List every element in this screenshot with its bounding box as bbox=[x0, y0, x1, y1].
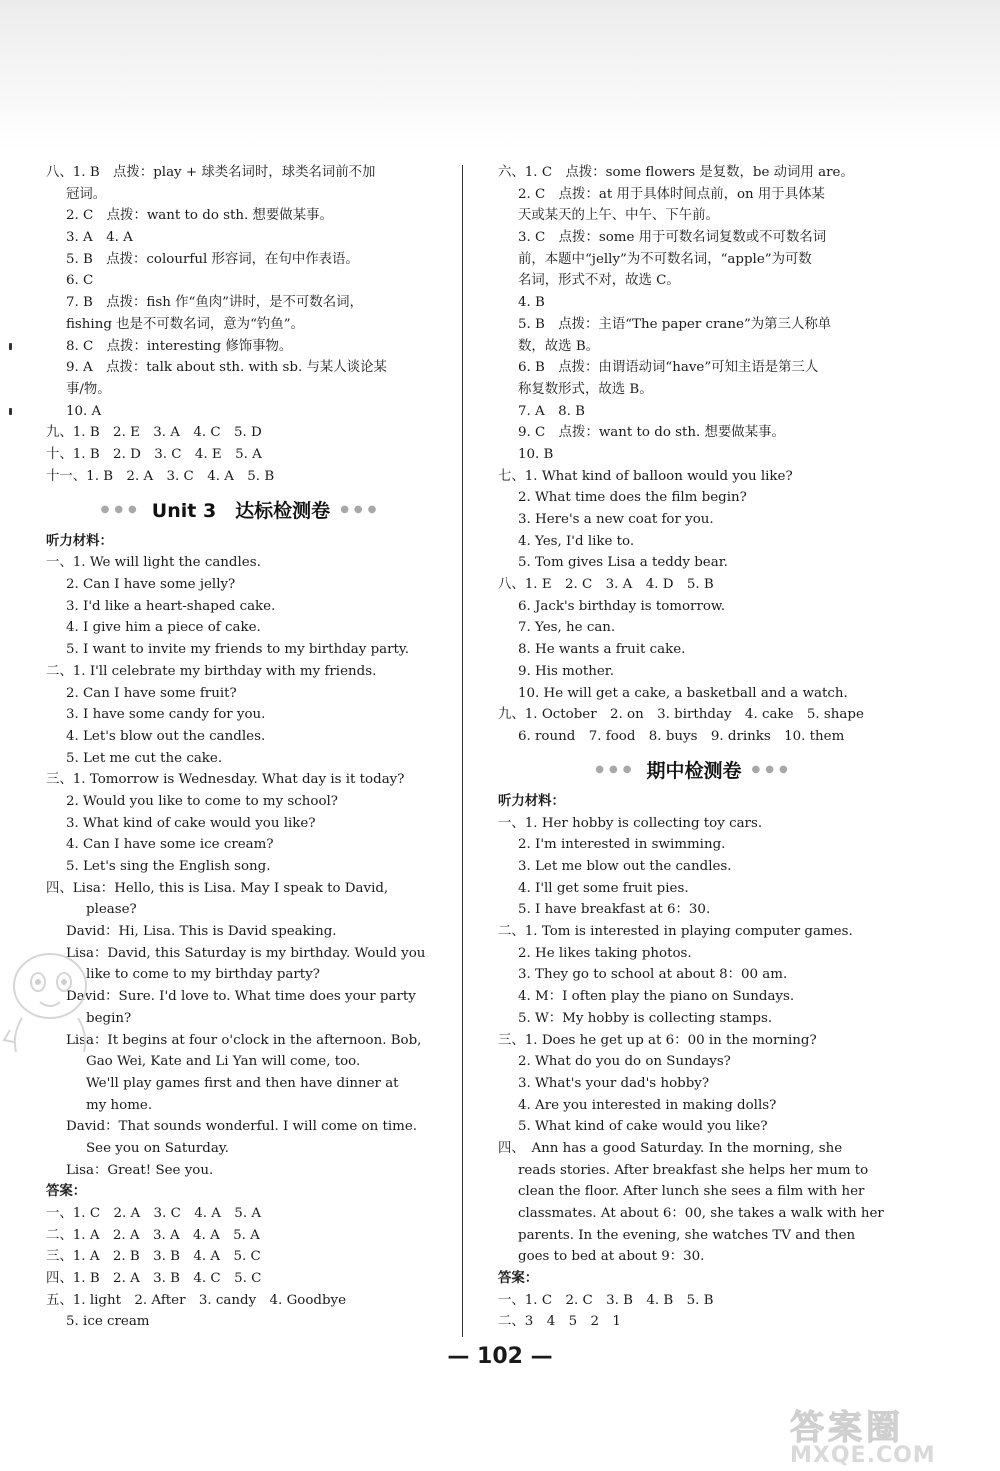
answer-line: 三、1. Tomorrow is Wednesday. What day is it today? bbox=[46, 772, 405, 788]
answer-line: 2. Can I have some fruit? bbox=[66, 685, 237, 701]
answer-line: classmates. At about 6：00, she takes a walk with her bbox=[518, 1206, 884, 1222]
answer-line: 5. W：My hobby is collecting stamps. bbox=[518, 1010, 773, 1026]
answer-line: 四、 Ann has a good Saturday. In the morning, she bbox=[498, 1140, 843, 1156]
answer-line: 10. He will get a cake, a basketball and a watch. bbox=[518, 685, 848, 701]
answer-line: 9. His mother. bbox=[518, 663, 614, 679]
answer-line: 5. What kind of cake would you like? bbox=[518, 1119, 768, 1135]
answer-line: 一、1. C 2. A 3. C 4. A 5. A bbox=[46, 1206, 262, 1222]
answer-line: Lisa：Great! See you. bbox=[66, 1162, 214, 1178]
answer-line: 9. A 点拨：talk about sth. with sb. 与某人谈论某 bbox=[66, 360, 387, 376]
answer-line: David：Sure. I'd love to. What time does your party bbox=[66, 989, 416, 1005]
answer-line: Lisa：David, this Saturday is my birthday. Would you bbox=[66, 945, 426, 961]
answer-line: 前，本题中“jelly”为不可数名词，“apple”为可数 bbox=[518, 251, 812, 267]
answer-line: 九、1. October 2. on 3. birthday 4. cake 5. shape bbox=[498, 707, 864, 723]
answer-line: 三、1. A 2. B 3. B 4. A 5. C bbox=[46, 1249, 261, 1265]
answer-line: 6. C bbox=[66, 273, 94, 289]
section-label: 听力材料： bbox=[46, 532, 113, 549]
answer-line: 八、1. B 点拨：play + 球类名词时，球类名词前不加 bbox=[46, 165, 376, 180]
right-column bbox=[498, 162, 890, 1333]
answer-line: 3. A 4. A bbox=[66, 230, 133, 246]
answer-line: 3. What kind of cake would you like? bbox=[66, 815, 316, 831]
section-heading bbox=[46, 487, 436, 530]
section-title: 期中检测卷 bbox=[646, 759, 742, 782]
answer-line: 10. B bbox=[518, 446, 554, 462]
answer-line: 名词，形式不对，故选 C。 bbox=[518, 273, 680, 289]
answer-line: 6. B 点拨：由谓语动词“have”可知主语是第三人 bbox=[518, 360, 819, 376]
answer-line: 6. Jack's birthday is tomorrow. bbox=[518, 598, 726, 614]
answer-line: 冠词。 bbox=[66, 186, 107, 202]
answer-line: 2. What time does the film begin? bbox=[518, 490, 747, 506]
margin-mark bbox=[9, 343, 12, 350]
answer-line: 数，故选 B。 bbox=[518, 338, 600, 354]
answer-line: 天或某天的上午、中午、下午前。 bbox=[518, 208, 719, 224]
answer-line: 8. C 点拨：interesting 修饰事物。 bbox=[66, 338, 293, 354]
left-column bbox=[46, 162, 436, 1333]
answer-line: 六、1. C 点拨：some flowers 是复数，be 动词用 are。 bbox=[498, 165, 854, 180]
answer-line: 一、1. We will light the candles. bbox=[46, 555, 261, 571]
answer-line: 2. What do you do on Sundays? bbox=[518, 1054, 731, 1070]
answer-line: 事/物。 bbox=[66, 381, 111, 397]
answer-line: clean the floor. After lunch she sees a film with her bbox=[518, 1184, 865, 1200]
answer-line: 三、1. Does he get up at 6：00 in the morning? bbox=[498, 1032, 817, 1048]
scan-top-shade bbox=[0, 0, 1000, 150]
answer-line: my home. bbox=[86, 1097, 153, 1113]
answer-line: Gao Wei, Kate and Li Yan will come, too. bbox=[86, 1054, 361, 1070]
answer-line: 4. Are you interested in making dolls? bbox=[518, 1097, 777, 1113]
answer-line: 二、1. A 2. A 3. A 4. A 5. A bbox=[46, 1227, 260, 1243]
section-title: Unit 3 达标检测卷 bbox=[151, 499, 331, 522]
answer-line: reads stories. After breakfast she helps her mum to bbox=[518, 1162, 869, 1178]
margin-mark bbox=[9, 408, 12, 415]
answer-line: 5. ice cream bbox=[66, 1314, 150, 1330]
answer-line: 四、1. B 2. A 3. B 4. C 5. C bbox=[46, 1271, 262, 1287]
answer-line: 一、1. C 2. C 3. B 4. B 5. B bbox=[498, 1292, 714, 1308]
section-label: 答案： bbox=[498, 1270, 539, 1287]
watermark-logo bbox=[790, 1400, 990, 1470]
answer-line: 4. M：I often play the piano on Sundays. bbox=[518, 989, 795, 1005]
answer-line: 3. They go to school at about 8：00 am. bbox=[518, 967, 788, 983]
answer-line: 4. B bbox=[518, 295, 545, 311]
answer-line: David：Hi, Lisa. This is David speaking. bbox=[66, 924, 337, 940]
answer-line: 2. I'm interested in swimming. bbox=[518, 837, 726, 853]
answer-line: Lisa：It begins at four o'clock in the afternoon. Bob, bbox=[66, 1032, 422, 1048]
answer-line: 3. C 点拨：some 用于可数名词复数或不可数名词 bbox=[518, 230, 827, 246]
answer-line: 八、1. E 2. C 3. A 4. D 5. B bbox=[498, 577, 714, 593]
heading-dots-decoration: ●●● bbox=[595, 763, 637, 775]
page-number: — 102 — bbox=[447, 1344, 553, 1369]
answer-line: 7. B 点拨：fish 作“鱼肉”讲时，是不可数名词， bbox=[66, 295, 363, 311]
answer-line: 4. Let's blow out the candles. bbox=[66, 728, 266, 744]
answer-line: 3. I have some candy for you. bbox=[66, 707, 266, 723]
answer-line: 8. He wants a fruit cake. bbox=[518, 642, 686, 658]
answer-line: 五、1. light 2. After 3. candy 4. Goodbye bbox=[46, 1292, 347, 1308]
section-heading bbox=[498, 748, 890, 791]
answer-line: 3. Let me blow out the candles. bbox=[518, 859, 732, 875]
answer-line: 6. round 7. food 8. buys 9. drinks 10. them bbox=[518, 728, 845, 744]
answer-line: 2. Can I have some jelly? bbox=[66, 577, 236, 593]
answer-line: 九、1. B 2. E 3. A 4. C 5. D bbox=[46, 425, 262, 441]
answer-line: begin? bbox=[86, 1010, 132, 1026]
answer-line: 3. What's your dad's hobby? bbox=[518, 1075, 710, 1091]
answer-line: fishing 也是不可数名词，意为“钓鱼”。 bbox=[66, 316, 304, 332]
answer-line: 7. A 8. B bbox=[518, 403, 585, 419]
answer-line: 5. I want to invite my friends to my birthday party. bbox=[66, 642, 409, 658]
answer-line: 4. Can I have some ice cream? bbox=[66, 837, 274, 853]
section-label: 听力材料： bbox=[498, 792, 565, 809]
answer-line: 二、1. Tom is interested in playing computer games. bbox=[498, 924, 853, 940]
answer-line: 十一、1. B 2. A 3. C 4. A 5. B bbox=[46, 468, 275, 484]
answer-line: We'll play games first and then have dinner at bbox=[86, 1075, 399, 1091]
answer-line: 3. Here's a new coat for you. bbox=[518, 512, 714, 527]
answer-line: 4. I give him a piece of cake. bbox=[66, 620, 261, 636]
answer-line: 5. Let me cut the cake. bbox=[66, 750, 223, 766]
answer-line: 2. He likes taking photos. bbox=[518, 945, 692, 961]
answer-line: 5. Let's sing the English song. bbox=[66, 859, 271, 875]
answer-line: 3. I'd like a heart-shaped cake. bbox=[66, 598, 276, 614]
watermark-url: MXQE.COM bbox=[790, 1443, 936, 1468]
section-label: 答案： bbox=[46, 1183, 87, 1200]
answer-line: 七、1. What kind of balloon would you like? bbox=[498, 468, 793, 484]
answer-line: goes to bed at about 9：30. bbox=[518, 1249, 705, 1265]
heading-dots-decoration: ●●● bbox=[751, 763, 793, 775]
answer-line: 2. C 点拨：at 用于具体时间点前，on 用于具体某 bbox=[518, 186, 825, 202]
answer-line: 二、1. I'll celebrate my birthday with my friends. bbox=[46, 663, 377, 679]
answer-line: 5. B 点拨：主语“The paper crane”为第三人称单 bbox=[518, 316, 832, 332]
answer-line: David：That sounds wonderful. I will come on time. bbox=[66, 1119, 418, 1135]
answer-line: like to come to my birthday party? bbox=[86, 967, 320, 983]
heading-dots-decoration: ●●● bbox=[100, 503, 142, 515]
answer-line: 2. C 点拨：want to do sth. 想要做某事。 bbox=[66, 208, 333, 224]
answer-line: 称复数形式，故选 B。 bbox=[518, 381, 653, 397]
watermark-text: 答案圈 bbox=[790, 1408, 904, 1448]
answer-line: See you on Saturday. bbox=[86, 1140, 229, 1156]
answer-line: 十、1. B 2. D 3. C 4. E 5. A bbox=[46, 446, 262, 462]
answer-line: 4. Yes, I'd like to. bbox=[518, 533, 635, 549]
heading-dots-decoration: ●●● bbox=[340, 503, 382, 515]
mascot-illustration bbox=[2, 944, 98, 1056]
answer-line: 4. I'll get some fruit pies. bbox=[518, 880, 689, 896]
column-divider bbox=[462, 165, 463, 1337]
answer-line: 2. Would you like to come to my school? bbox=[66, 793, 338, 809]
answer-line: 7. Yes, he can. bbox=[518, 620, 616, 636]
answer-line: please? bbox=[86, 902, 137, 918]
answer-line: 一、1. Her hobby is collecting toy cars. bbox=[498, 815, 763, 831]
answer-line: 5. I have breakfast at 6：30. bbox=[518, 902, 711, 918]
answer-line: 二、3 4 5 2 1 bbox=[498, 1314, 621, 1330]
answer-line: parents. In the evening, she watches TV and then bbox=[518, 1227, 856, 1243]
answer-line: 10. A bbox=[66, 403, 102, 419]
answer-line: 四、Lisa：Hello, this is Lisa. May I speak to David, bbox=[46, 880, 389, 896]
answer-line: 5. Tom gives Lisa a teddy bear. bbox=[518, 555, 728, 571]
answer-line: 5. B 点拨：colourful 形容词，在句中作表语。 bbox=[66, 251, 359, 267]
answer-line: 9. C 点拨：want to do sth. 想要做某事。 bbox=[518, 425, 785, 441]
